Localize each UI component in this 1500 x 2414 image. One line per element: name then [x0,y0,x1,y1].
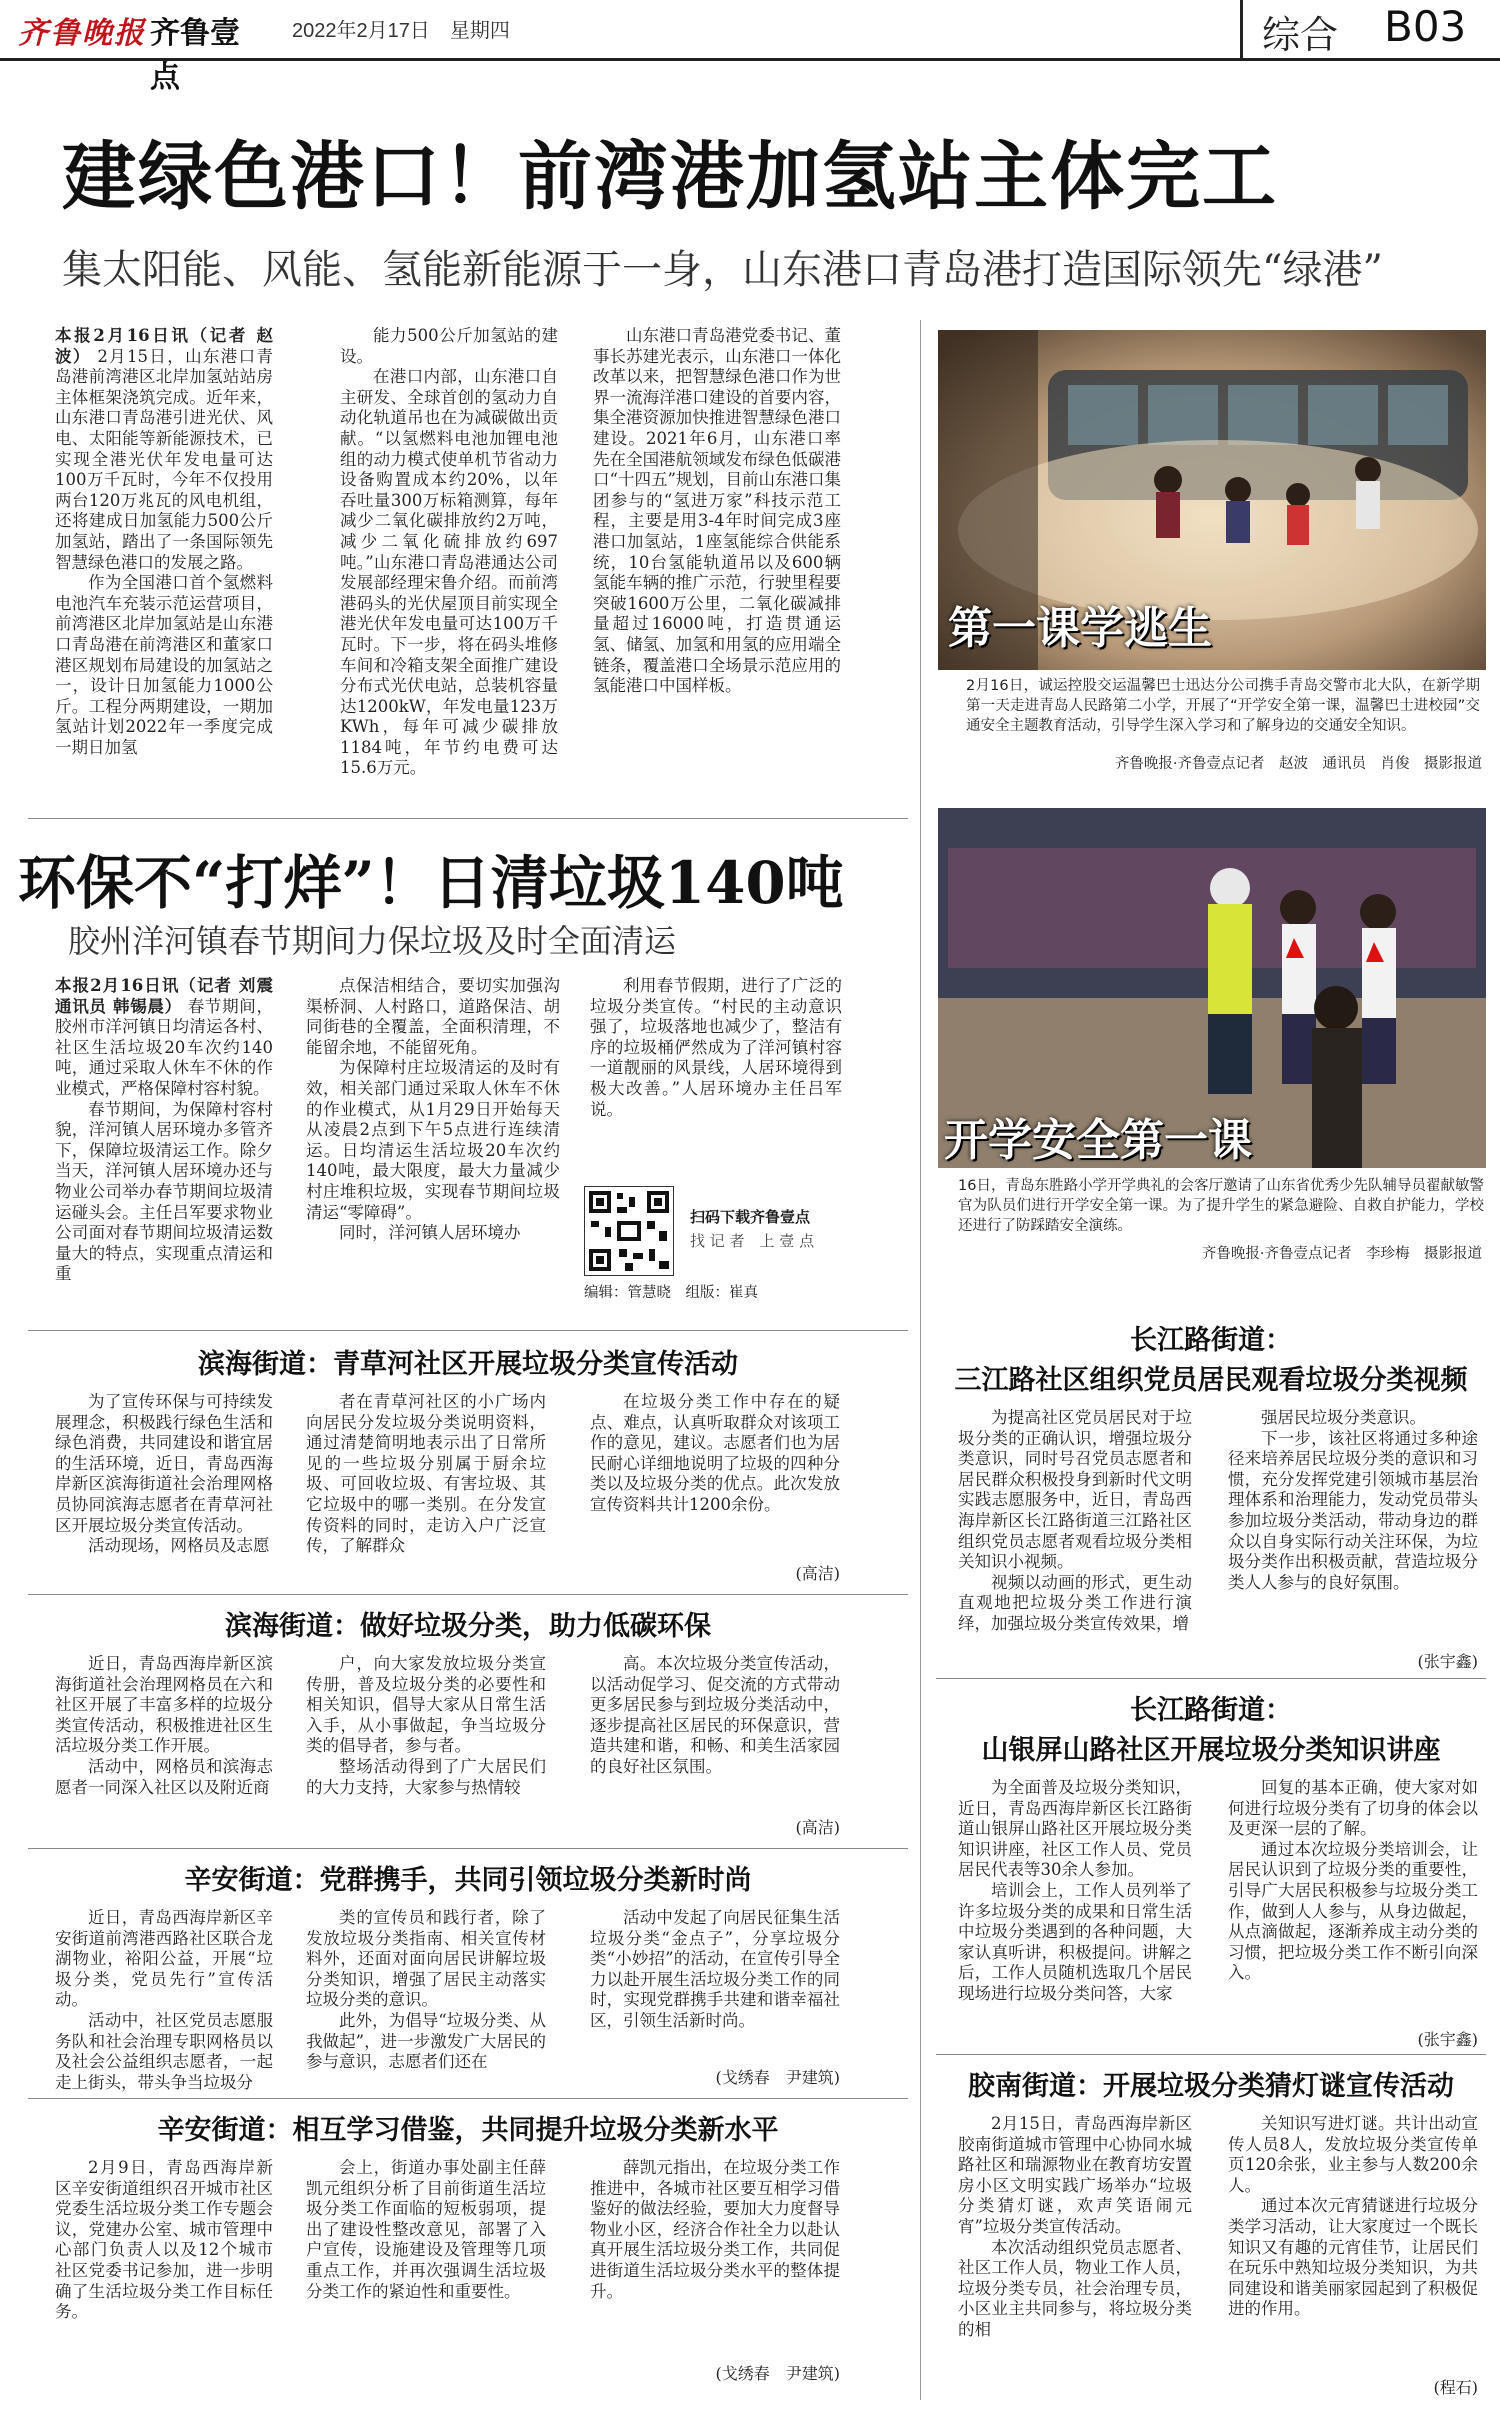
right-article-title: 胶南街道：开展垃圾分类猜灯谜宣传活动 [968,2071,1454,2102]
right-article-column [958,1778,1192,2028]
qr-code-graphic [585,1187,673,1275]
left-article-column [55,1392,273,1570]
paragraph: 薛凯元指出，在垃圾分类工作推进中，各城市社区要互相学习借鉴好的做法经验，要加大力度督导物业小区，经济合作社全力以赴认真开展生活垃圾分类工作，共同促进街道生活垃圾分类水平的整体提升。 [590,2158,840,2301]
paragraph: 山东港口青岛港党委书记、董事长苏建光表示，山东港口一体化改革以来，把智慧绿色港口作为世界一流海洋港口建设的首要内容，集全港资源加快推进智慧绿色港口建设。2021年6月，山东港口率先在全国港航领域发布绿色低碳港口“十四五”规划，目前山东港口集团参与的“氢进万家”科技示范工程，主要是用3-4年时间完成3座港口加氢站，1座氢能综合供能系统，10台氢能轨道吊以及600辆氢能车辆的推广示范，行驶里程要突破1600万公里，二氧化碳减排量超过16000吨，打造贯通运氢、储氢、加氢和用氢的应用端全链条，覆盖港口全场景示范应用的氢能港口中国样板。 [593,326,841,696]
left-article-title: 辛安街道：相互学习借鉴，共同提升垃圾分类新水平 [157,2115,779,2146]
lead-col1-text [55,326,273,758]
left-article-signature: (戈绣春 尹建筑) [715,2364,840,2383]
left-article-column [590,1908,840,2074]
paragraph: 下一步，该社区将通过多种途径来培养居民垃圾分类的意识和习惯，充分发挥党建引领城市基层治理体系和治理能力，发动党员带头参加垃圾分类活动，带动身边的群众以自身实际行动关注环保，为垃圾分类作出积极贡献，营造垃圾分类人人参与的良好氛围。 [1228,1428,1478,1592]
left-article-column [55,1654,273,1824]
left-article-title: 辛安街道：党群携手，共同引领垃圾分类新时尚 [184,1865,752,1896]
photo-top-caption: 2月16日，诚运控股交运温馨巴士迅达分公司携手青岛交警市北大队，在新学期第一天走进青岛人民路第二小学，开展了“开学安全第一课，温馨巴士进校园”交通安全主题教育活动，引导学生深入学习和了解身边的交通安全知识。 [966,678,1480,734]
paragraph: 会上，街道办事处副主任薛凯元组织分析了目前街道生活垃圾分类工作面临的短板弱项，提出了建设性整改意见，部署了入户宣传，设施建设及管理等几项重点工作，并再次强调生活垃圾分类工作的紧迫性和重要性。 [306,2158,546,2301]
right-article-column [1228,1408,1478,1650]
paragraph: 活动中，网格员和滨海志愿者一同深入社区以及附近商 [55,1756,273,1797]
qr-label-contact: 找 记 者 上 壹 点 [690,1232,815,1250]
left-article-signature: (高洁) [795,1564,840,1583]
article-divider [936,2054,1486,2055]
paragraph: 本次活动组织党员志愿者、社区工作人员，物业工作人员，垃圾分类专员，社会治理专员，小区业主共同参与，将垃圾分类的相 [958,2237,1192,2339]
right-article-kicker: 长江路街道： [1130,1325,1292,1356]
left-article-column [306,1908,546,2074]
logo-primary: 齐鲁晚报 [18,16,146,51]
divider-after-lead [28,818,908,819]
paragraph: 本报2月16日讯（记者 刘震 通讯员 韩锡晨） 春节期间，胶州市洋河镇日均清运各村、社区生活垃圾20车次约140吨，通过采取人休车不休的作业模式，严格保障村容村貌。 [55,976,274,1098]
paragraph: 为全面普及垃圾分类知识，近日，青岛西海岸新区长江路街道山银屏山路社区开展垃圾分类知识讲座，社区工作人员、党员居民代表等30余人参加。 [958,1778,1192,1880]
paragraph: 春节期间，为保障村容村貌，洋河镇人居环境办多管齐下，保障垃圾清运工作。除夕当天，洋河镇人居环境办还与物业公司举办春节期间垃圾清运碰头会。主任吕军要求物业公司面对春节期间垃圾清运数量大的特点，实现重点清运和重 [55,1099,273,1284]
paragraph: 整场活动得到了广大居民们的大力支持，大家参与热情较 [306,1756,546,1797]
second-col1-text [55,976,273,1285]
second-column-2 [306,976,560,1304]
masthead-divider [1240,0,1243,58]
dateline: 本报2月16日讯（记者 刘震 通讯员 韩锡晨） [55,976,273,1016]
lead-subheadline: 集太阳能、风能、氢能新能源于一身，山东港口青岛港打造国际领先“绿港” [62,247,1383,293]
photo-mid-overlay: 开学安全第一课 [944,1115,1252,1166]
paragraph: 在垃圾分类工作中存在的疑点、难点，认真听取群众对该项工作的意见，建议。志愿者们也为居民耐心详细地说明了垃圾的四种分类以及垃圾分类的优点。此次发放宣传资料共计1200余份。 [590,1392,840,1514]
paragraph: 关知识写进灯谜。共计出动宣传人员8人，发放垃圾分类宣传单页120余张，业主参与人数200余人。 [1228,2114,1478,2195]
article-divider [936,1678,1486,1679]
photo-mid-credit: 齐鲁晚报·齐鲁壹点记者 李珍梅 摄影报道 [1201,1246,1482,1262]
section-name: 综合 [1262,13,1339,57]
right-article-signature: (张宇鑫) [1417,1652,1478,1671]
newspaper-logo [18,6,268,95]
left-article-column [306,2158,546,2370]
editor-credit: 编辑：管慧晓 组版：崔真 [584,1285,758,1301]
paragraph: 户，向大家发放垃圾分类宣传册，普及垃圾分类的必要性和相关知识，倡导大家从日常生活入手，从小事做起，争当垃圾分类的倡导者，参与者。 [306,1654,546,1756]
paragraph: 同时，洋河镇人居环境办 [339,1223,521,1243]
paragraph: 本报2月16日讯（记者 赵波） 2月15日，山东港口青岛港前湾港区北岸加氢站站房主体框架浇筑完成。近年来，山东港口青岛港引进光伏、风电、太阳能等新能源技术，已实现全港光伏年发电量可达100万千瓦时，今年不仅投用两台120万兆瓦的风电机组，还将建成日加氢能力500公斤加氢站，踏出了一条国际领先智慧绿色港口的发展之路。 [55,326,273,572]
paragraph: 培训会上，工作人员列举了许多垃圾分类的成果和日常生活中垃圾分类遇到的各种问题，大家认真听讲，积极提问。讲解之后，工作人员随机选取几个居民现场进行垃圾分类问答，大家 [958,1880,1192,2003]
right-article-column [1228,1778,1478,2028]
issue-date: 2022年2月17日 星期四 [292,20,510,42]
right-article-column [958,2114,1192,2376]
column-divider [920,320,921,2400]
photo-safety-class [938,808,1486,1168]
paragraph: 者在青草河社区的小广场内向居民分发垃圾分类说明资料，通过清楚简明地表示出了日常所见的一些垃圾分别属于厨余垃圾、可回收垃圾、有害垃圾、其它垃圾中的哪一类别。在分发宣传资料的同时，走访入户广泛宣传，了解群众 [306,1392,546,1556]
right-article-kicker: 长江路街道： [1130,1695,1292,1726]
article-divider [28,1848,908,1849]
paragraph: 作为全国港口首个氢燃料电池汽车充装示范运营项目，前湾港区北岸加氢站是山东港口青岛港在前湾港区和董家口港区规划布局建设的加氢站之一，设计日加氢能力1000公斤。工程分两期建设，一期加氢站计划2022年一季度完成一期日加氢 [55,573,273,757]
paragraph: 活动中发起了向居民征集生活垃圾分类“金点子”，分享垃圾分类“小妙招”的活动，在宣传引导全力以赴开展生活垃圾分类工作的同时，实现党群携手共建和谐幸福社区，引领生活新时尚。 [590,1908,840,2030]
paragraph: 此外，为倡导“垃圾分类、从我做起”，进一步激发广大居民的参与意识，志愿者们还在 [306,2010,546,2072]
second-headline: 环保不“打烊”！日清垃圾140吨 [18,849,844,917]
left-article-signature: (高洁) [795,1818,840,1837]
lead-col3-text [593,326,841,697]
left-article-column [306,1392,546,1570]
paragraph: 高。本次垃圾分类宣传活动，以活动促学习、促交流的方式带动更多居民参与到垃圾分类活动中，逐步提高社区居民的环保意识，营造共建和谐，和畅、和美生活家园的良好社区氛围。 [590,1654,840,1776]
paragraph: 近日，青岛西海岸新区辛安街道前湾港西路社区联合龙湖物业，裕阳公益，开展“垃圾分类，党员先行”宣传活动。 [55,1908,273,2010]
paragraph: 通过本次垃圾分类培训会，让居民认识到了垃圾分类的重要性，引导广大居民积极参与垃圾分类工作，做到人人参与，从身边做起，从点滴做起，逐渐养成主动分类的习惯，把垃圾分类工作不断引向深入。 [1228,1839,1478,1983]
paragraph: 类的宣传员和践行者，除了发放垃圾分类指南、相关宣传材料外，还面对面向居民讲解垃圾分类知识，增强了居民主动落实垃圾分类的意识。 [306,1908,546,2010]
lead-column-2 [340,326,558,796]
left-article-column [306,1654,546,1824]
qr-label-download: 扫码下载齐鲁壹点 [690,1208,811,1226]
paragraph: 在港口内部，山东港口自主研发、全球首创的氢动力自动化轨道吊也在为减碳做出贡献。“以氢燃料电池加锂电池组的动力模式使单机节省动力设备购置成本约20%，以年吞吐量300万标箱测算，每年减少二氧化碳排放约2万吨，减少二氧化硫排放约697吨。”山东港口青岛港通达公司发展部经理宋鲁介绍。而前湾港码头的光伏屋顶目前实现全港光伏年发电量可达100万千瓦时。下一步，将在码头堆修车间和冷箱支架全面推广建设分布式光伏电站，总装机容量达1200kW，年发电量123万KWh，每年可减少碳排放1184吨，年节约电费可达15.6万元。 [340,367,558,778]
lead-column-1 [55,326,273,786]
paragraph: 活动中，社区党员志愿服务队和社会治理专职网格员以及社会公益组织志愿者，一起走上街头，带头争当垃圾分 [55,2010,273,2092]
photo-mid-caption: 16日，青岛东胜路小学开学典礼的会客厅邀请了山东省优秀少先队辅导员翟献敏警官为队员们进行开学安全第一课。为了提升学生的紧急避险、自救自护能力，学校还进行了防踩踏安全演练。 [958,1178,1484,1234]
left-article-signature: (戈绣春 尹建筑) [715,2068,840,2087]
photo-bus-evacuation [938,330,1486,670]
lead-headline: 建绿色港口！前湾港加氢站主体完工 [62,134,1278,220]
left-article-column [55,2158,273,2370]
right-article-signature: (程石) [1433,2378,1478,2397]
paragraph: 为提高社区党员居民对于垃圾分类的正确认识，增强垃圾分类意识，同时号召党员志愿者和居民群众积极投身到新时代文明实践志愿服务中，近日，青岛西海岸新区长江路街道三江路社区组织党员志愿者观看垃圾分类相关知识小视频。 [958,1408,1192,1572]
logo-secondary: 齐鲁壹点 [150,16,240,95]
second-column-1 [55,976,273,1316]
masthead [0,0,1500,95]
paragraph: 为保障村庄垃圾清运的及时有效，相关部门通过采取人休车不休的作业模式，从1月29日开始每天从凌晨2点到下午5点进行连续清运。日均清运生活垃圾20车次约140吨，最大限度，最大力量减少村庄堆积垃圾，实现春节期间垃圾清运“零障碍”。 [306,1058,560,1222]
qr-code-icon[interactable] [584,1186,674,1276]
article-divider [28,2098,908,2099]
second-subheadline: 胶州洋河镇春节期间力保垃圾及时全面清运 [68,922,677,960]
left-article-column [590,2158,840,2370]
left-article-title: 滨海街道：做好垃圾分类，助力低碳环保 [225,1611,711,1642]
paragraph: 回复的基本正确，使大家对如何进行垃圾分类有了切身的体会以及更深一层的了解。 [1228,1778,1478,1839]
second-col2-text [306,976,560,1244]
divider-after-second [28,1330,908,1331]
right-article-signature: (张宇鑫) [1417,2030,1478,2049]
lead-col2-text [340,326,558,779]
paragraph: 点保洁相结合，要切实加强沟渠桥洞、人村路口，道路保洁、胡同街巷的全覆盖，全面积清理，不能留余地，不能留死角。 [306,976,560,1057]
paragraph: 能力500公斤加氢站的建设。 [340,326,558,366]
paragraph: 通过本次元宵猜谜进行垃圾分类学习活动，让大家度过一个既长知识又有趣的元宵佳节，让居民们在玩乐中熟知垃圾分类知识，为共同建设和谐美丽家园起到了积极促进的作用。 [1228,2196,1478,2319]
left-article-title: 滨海街道：青草河社区开展垃圾分类宣传活动 [198,1349,738,1380]
lead-column-3 [593,326,841,796]
paragraph: 近日，青岛西海岸新区滨海街道社会治理网格员在六和社区开展了丰富多样的垃圾分类宣传活动，积极推进社区生活垃圾分类工作开展。 [55,1654,273,1756]
second-column-3 [590,976,842,1136]
article-divider [28,1594,908,1595]
second-col3-text [590,976,842,1120]
paragraph: 2月9日，青岛西海岸新区辛安街道组织召开城市社区党委生活垃圾分类工作专题会议，党建办公室、城市管理中心部门负责人以及12个城市社区党委书记参加，进一步明确了生活垃圾分类工作目标任务。 [55,2158,273,2322]
paragraph: 强居民垃圾分类意识。 [1261,1408,1426,1427]
paragraph: 为了宣传环保与可持续发展理念，积极践行绿色生活和绿色消费，共同建设和谐宜居的生活环境，近日，青岛西海岸新区滨海街道社会治理网格员协同滨海志愿者在青草河社区开展垃圾分类宣传活动。 [55,1392,273,1535]
dateline: 本报2月16日讯（记者 赵波） [55,326,273,366]
left-article-column [590,1392,840,1570]
paragraph: 2月15日，青岛西海岸新区胶南街道城市管理中心协同水城路社区和瑞源物业在教育坊安置房小区文明实践广场举办“垃圾分类猜灯谜，欢声笑语闹元宵”垃圾分类宣传活动。 [958,2114,1192,2236]
right-article-title: 三江路社区组织党员居民观看垃圾分类视频 [954,1365,1468,1396]
paragraph: 利用春节假期，进行了广泛的垃圾分类宣传。“村民的主动意识强了，垃圾落地也减少了，整洁有序的垃圾桶俨然成为了洋河镇村容一道靓丽的风景线，人居环境得到极大改善。”人居环境办主任吕军说。 [590,976,842,1119]
right-article-column [958,1408,1192,1650]
right-article-title: 山银屏山路社区开展垃圾分类知识讲座 [981,1735,1441,1766]
photo-top-credit: 齐鲁晚报·齐鲁壹点记者 赵波 通讯员 肖俊 摄影报道 [1114,756,1482,772]
paragraph: 视频以动画的形式，更生动直观地把垃圾分类工作进行演绎，加强垃圾分类宣传效果，增 [958,1572,1192,1633]
paragraph: 活动现场，网格员及志愿 [88,1536,270,1556]
left-article-column [55,1908,273,2092]
left-article-column [590,1654,840,1824]
page-number: B03 [1384,2,1467,51]
right-article-column [1228,2114,1478,2376]
photo-top-overlay: 第一课学逃生 [948,603,1212,654]
